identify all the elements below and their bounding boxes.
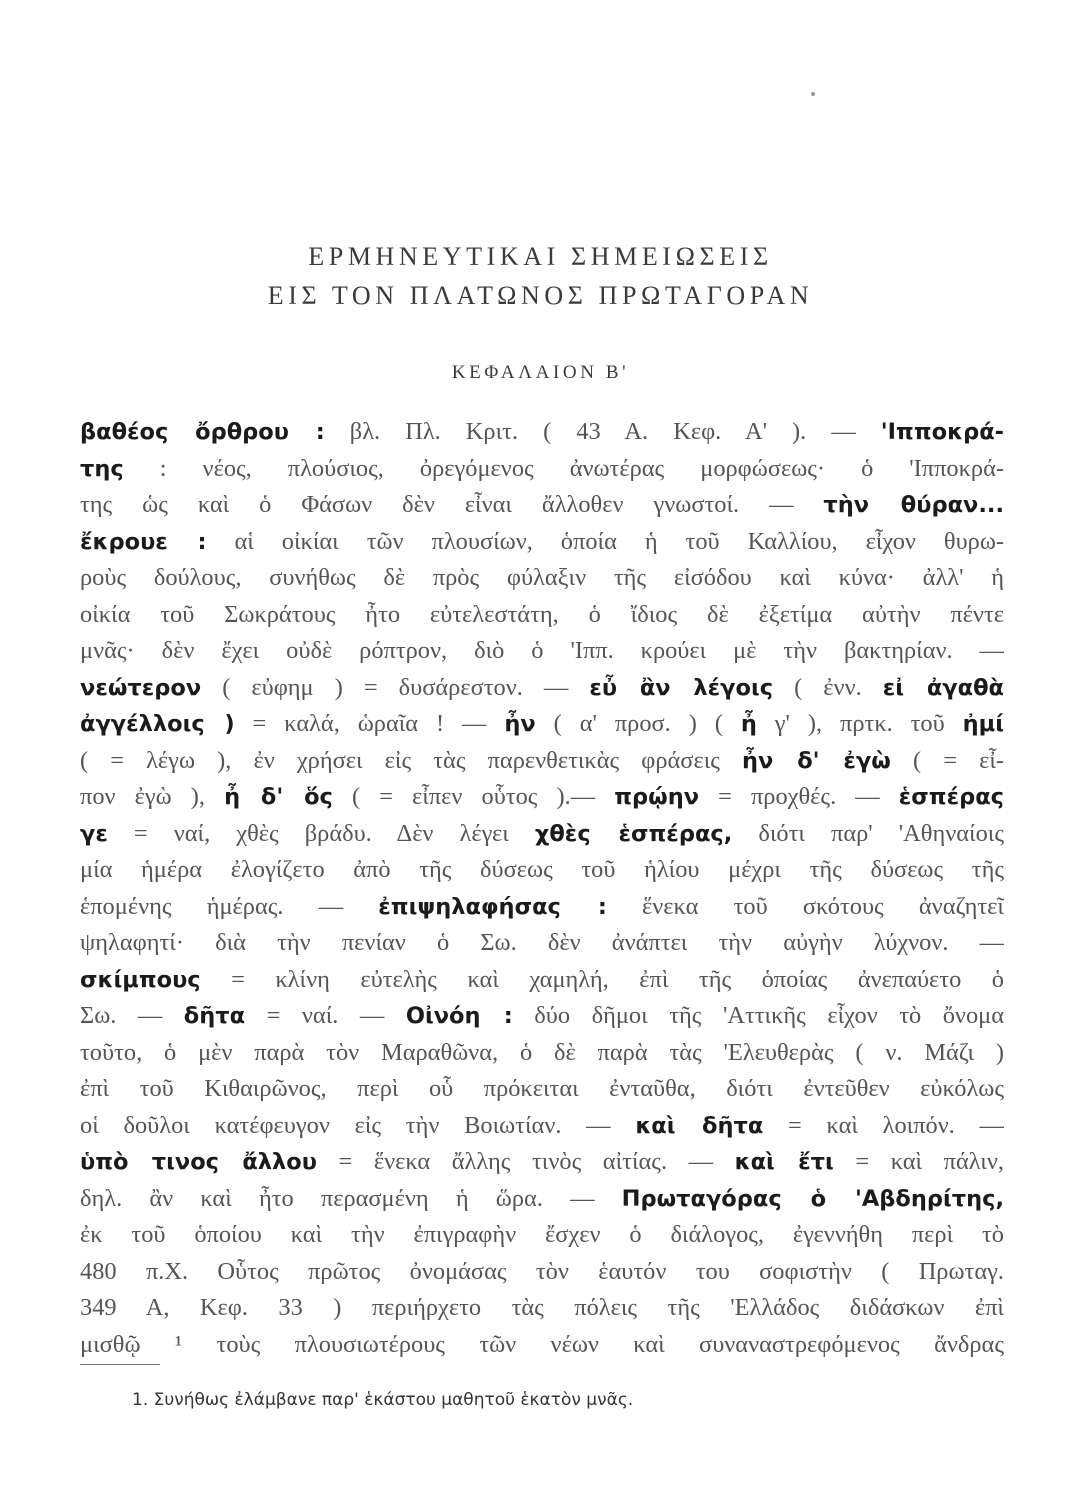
lemma: Πρωταγόρας ὁ 'Αβδηρίτης, — [621, 1185, 1004, 1212]
text-line — [80, 1035, 1004, 1072]
gloss-text: ( α' προσ. ) ( — [535, 710, 741, 737]
gloss-text: βλ. Πλ. Κριτ. ( 43 Α. Κεφ. Α' ). — — [324, 418, 881, 445]
gloss-text: = καὶ πάλιν, — [833, 1148, 1004, 1175]
gloss-text: ἑπομένης ἡμέρας. — — [80, 892, 379, 920]
gloss-text: ἕνεκα τοῦ σκότους ἀναζητεῖ — [606, 892, 1004, 920]
lemma: ἦν — [504, 711, 536, 737]
text-line — [80, 670, 1004, 707]
lemma: νεώτερον — [80, 674, 202, 701]
lemma: ἑσπέρας — [898, 784, 1004, 810]
text-line — [80, 524, 1004, 561]
text-line — [80, 1181, 1004, 1218]
gloss-text: γ' ), πρτκ. τοῦ — [756, 710, 963, 737]
text-line — [80, 1108, 1004, 1145]
lemma: εὖ ἂν λέγοις — [589, 674, 774, 701]
text-line — [80, 487, 1004, 524]
text-line — [80, 779, 1004, 816]
lemma: καὶ ἔτι — [734, 1149, 834, 1175]
text-line — [80, 1254, 1004, 1291]
lemma: ἦν δ' ἐγὼ — [742, 747, 891, 774]
text-line — [80, 597, 1004, 634]
gloss-text: ( = λέγω ), ἐν χρήσει εἰς τὰς παρενθετικὰς φράσεις — [80, 746, 743, 774]
gloss-text: τοῦτο, ὁ μὲν παρὰ τὸν Μαραθῶνα, ὁ δὲ παρὰ τὰς 'Ελευθερὰς ( ν. Μάζι ) — [80, 1038, 1004, 1066]
lemma: Οἰνόη : — [405, 1003, 513, 1029]
gloss-text: διότι παρ' 'Αθηναίοις — [732, 819, 1004, 847]
gloss-text: αἱ οἰκίαι τῶν πλουσίων, ὁποία ἡ τοῦ Καλλίου, εἶχον θυρω- — [206, 527, 1004, 555]
lemma: σκίμπους — [80, 966, 201, 993]
gloss-text: μία ἡμέρα ἐλογίζετο ἀπὸ τῆς δύσεως τοῦ ἡλίου μέχρι τῆς δύσεως τῆς — [80, 856, 1004, 883]
lemma: πρῴην — [614, 784, 700, 810]
text-line — [80, 414, 1004, 451]
gloss-text: 349 Α, Κεφ. 33 ) περιήρχετο τὰς πόλεις τῆς 'Ελλάδος διδάσκων ἐπὶ — [80, 1294, 1004, 1321]
ink-speck — [811, 92, 815, 96]
lemma: τὴν θύραν... — [823, 492, 1004, 518]
gloss-text: ψηλαφητί· διὰ τὴν πενίαν ὁ Σω. δὲν ἀνάπτει τὴν αὐγὴν λύχνον. — — [80, 929, 1004, 956]
gloss-text: δύο δῆμοι τῆς 'Αττικῆς εἶχον τὸ ὄνομα — [512, 1002, 1004, 1029]
gloss-text: ροὺς δούλους, συνήθως δὲ πρὸς φύλαξιν τῆς εἰσόδου καὶ κύνα· ἀλλ' ἡ — [80, 564, 1004, 591]
gloss-text: = καὶ λοιπόν. — — [763, 1111, 1004, 1139]
gloss-text: Σω. — — [80, 1002, 184, 1029]
text-line — [80, 706, 1004, 743]
gloss-text: της ὡς καὶ ὁ Φάσων δὲν εἶναι ἄλλοθεν γνωστοί. — — [80, 491, 824, 518]
text-line — [80, 451, 1004, 488]
gloss-text: ἐκ τοῦ ὁποίου καὶ τὴν ἐπιγραφὴν ἔσχεν ὁ διάλογος, ἐγεννήθη περὶ τὸ — [80, 1221, 1004, 1248]
lemma: χθὲς ἑσπέρας, — [534, 820, 733, 847]
lemma: ἀγγέλλοις ) — [80, 711, 235, 737]
chapter-heading: ΚΕΦΑΛΑΙΟΝ Β' — [451, 362, 630, 383]
gloss-text: πον ἐγὼ ), — [80, 783, 225, 810]
lemma: ἔκρουε : — [80, 528, 207, 555]
footnote-rule — [80, 1364, 160, 1365]
text-line — [80, 925, 1004, 962]
text-line — [80, 633, 1004, 670]
lemma: ἐπιψηλαφήσας : — [378, 893, 607, 920]
lemma: εἰ ἀγαθὰ — [882, 674, 1004, 701]
gloss-text: = ναί, χθὲς βράδυ. Δὲν λέγει — [107, 819, 535, 847]
text-line — [80, 852, 1004, 889]
gloss-text: οἱ δοῦλοι κατέφευγον εἰς τὴν Βοιωτίαν. — — [80, 1111, 636, 1139]
lemma: δῆτα — [183, 1003, 246, 1029]
gloss-text: μνᾶς· δὲν ἔχει οὐδὲ ρόπτρον, διὸ ὁ 'Ιππ. κρούει μὲ τὴν βακτηρίαν. — — [80, 637, 1004, 664]
lemma: καὶ δῆτα — [635, 1112, 764, 1139]
gloss-text: = ἕνεκα ἄλλης τινὸς αἰτίας. — — [316, 1148, 735, 1175]
lemma: της — [80, 455, 124, 482]
gloss-text: ( ἐνν. — [773, 673, 883, 701]
gloss-text: δηλ. ἂν καὶ ἦτο περασμένη ἡ ὥρα. — — [80, 1184, 622, 1212]
lemma: ἦ — [740, 711, 757, 737]
lemma: 'Ιπποκρά- — [880, 419, 1004, 445]
text-line — [80, 1217, 1004, 1254]
gloss-text: οἰκία τοῦ Σωκράτους ἦτο εὐτελεστάτη, ὁ ἴδιος δὲ ἐξετίμα αὐτὴν πέντε — [80, 600, 1004, 628]
text-line — [80, 1071, 1004, 1108]
text-line — [80, 560, 1004, 597]
text-line — [80, 962, 1004, 999]
gloss-text: : νέος, πλούσιος, ὀρεγόμενος ἀνωτέρας μορφώσεως· ὁ 'Ιπποκρά- — [123, 454, 1004, 482]
text-line — [80, 998, 1004, 1035]
gloss-text: = προχθές. — — [699, 783, 899, 810]
gloss-text: μισθῷ ¹ τοὺς πλουσιωτέρους τῶν νέων καὶ συναναστρεφόμενος ἄνδρας — [80, 1330, 1004, 1358]
gloss-text: = ναί. — — [245, 1002, 406, 1029]
lemma: ἠμί — [962, 711, 1004, 737]
text-line — [80, 816, 1004, 853]
text-line — [80, 1327, 1004, 1364]
gloss-text: = κλίνη εὐτελὴς καὶ χαμηλή, ἐπὶ τῆς ὁποίας ἀνεπαύετο ὁ — [200, 965, 1004, 993]
text-line — [80, 889, 1004, 926]
text-line — [80, 1290, 1004, 1327]
text-line — [80, 743, 1004, 780]
gloss-text: 480 π.Χ. Οὗτος πρῶτος ὀνομάσας τὸν ἑαυτόν του σοφιστὴν ( Πρωταγ. — [80, 1257, 1004, 1285]
text-line — [80, 1144, 1004, 1181]
commentary-body — [80, 414, 1004, 1363]
gloss-text: ( = εἶπεν οὗτος ).— — [332, 783, 615, 810]
gloss-text: ἐπὶ τοῦ Κιθαιρῶνος, περὶ οὗ πρόκειται ἐνταῦθα, διότι ἐντεῦθεν εὐκόλως — [80, 1075, 1004, 1102]
lemma: ἦ δ' ὅς — [224, 784, 333, 810]
gloss-text: ( εὐφημ ) = δυσάρεστον. — — [201, 673, 590, 701]
gloss-text: = καλά, ὡραῖα ! — — [234, 710, 505, 737]
lemma: γε — [80, 820, 108, 847]
title-line-1: ΕΡΜΗΝΕΥΤΙΚΑΙ ΣΗΜΕΙΩΣΕΙΣ — [308, 242, 773, 271]
title-line-2: ΕΙΣ ΤΟΝ ΠΛΑΤΩΝΟΣ ΠΡΩΤΑΓΟΡΑΝ — [267, 281, 814, 310]
footnote: 1. Συνήθως ἐλάμβανε παρ' ἑκάστου μαθητοῦ ἑκατὸν μνᾶς. — [132, 1390, 634, 1410]
gloss-text: ( = εἶ- — [890, 746, 1004, 774]
lemma: ὑπὸ τινος ἄλλου — [80, 1149, 317, 1175]
lemma: βαθέος ὄρθρου : — [80, 419, 325, 445]
